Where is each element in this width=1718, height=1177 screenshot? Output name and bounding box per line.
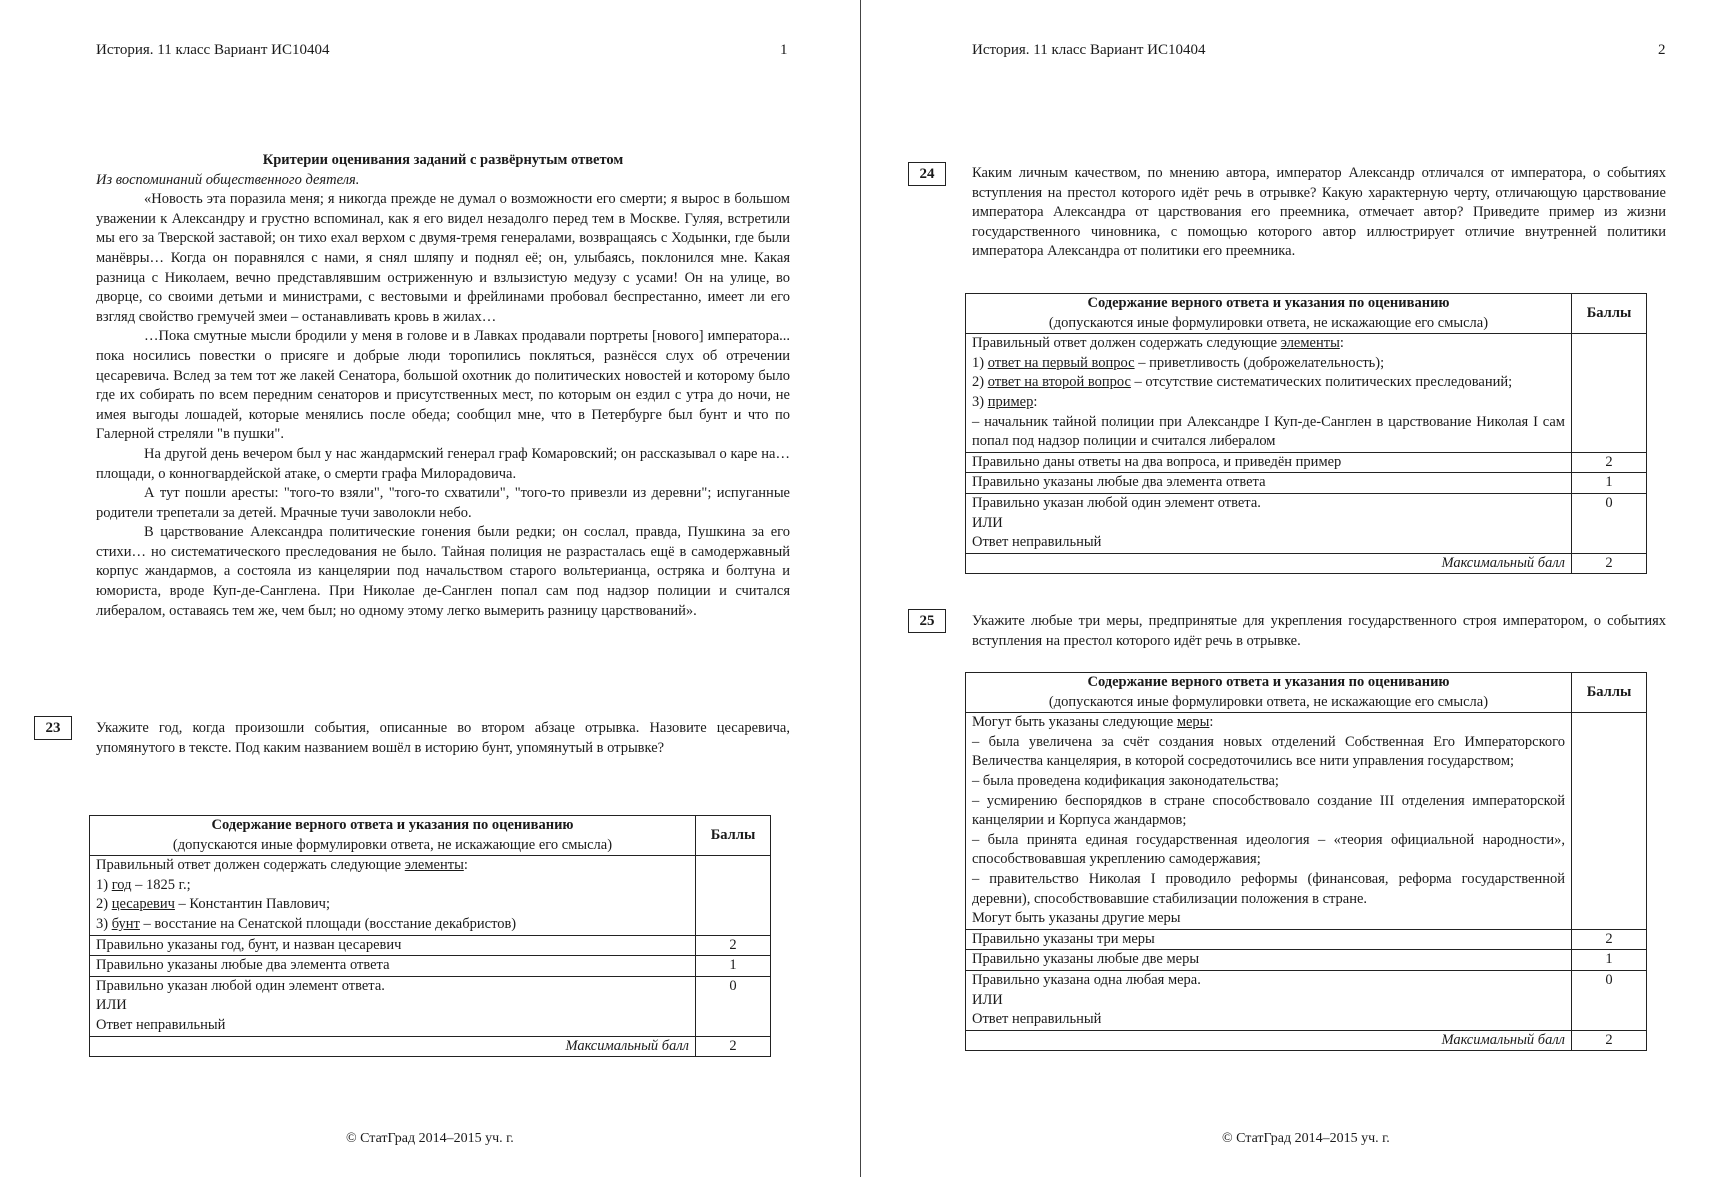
source-paragraph: А тут пошли аресты: "того-то взяли", "того-то схватили", "того-то привезли из деревни"; испуганные родители трепетали за детей. Мрачные тучи заволокли небо. xyxy=(96,485,790,521)
answer-content-cell: Могут быть указаны следующие меры: – была увеличена за счёт создания новых отделений Собственная Его Императорского Величества канцелярия, в которой сосредоточились все нити управления государством; – была проведена кодификация законодательства; – усмирению беспорядков в стране способствовало создание III отделения императорской канцелярии и Корпуса жандармов; – была принята единая государственная идеология – «теория официальной народности», способствовавшая укреплению самодержавия; – правительство Николая I проводило реформы (финансовая, реформа государственной деревни), способствовавшие стабилизации положения в стране. Могут быть указаны другие меры xyxy=(966,713,1572,930)
criteria-table-q23 xyxy=(89,815,771,1057)
source-attribution: Из воспоминаний общественного деятеля. xyxy=(96,171,360,188)
answer-content-cell: Правильный ответ должен содержать следующие элементы: 1) ответ на первый вопрос – приветливость (доброжелательность); 2) ответ на второй вопрос – отсутствие систематических политических преследований; 3) пример: – начальник тайной полиции при Александре I Куп-де-Санглен в царствование Николая I сам попал под надзор полиции и считался либералом xyxy=(966,334,1572,453)
question-text: Каким личным качеством, по мнению автора, император Александр отличался от императора, о событиях вступления на престол которого идёт речь в отрывке? Какую характерную черту, отличающую царствование императора Александра от царствования его преемника, отмечает автор? Приведите пример из жизни государственного чиновника, с помощью которого автор иллюстрирует отличие внутренней политики императора Александра от политики его преемника. xyxy=(972,165,1666,260)
points-header: Баллы xyxy=(696,816,771,856)
answer-content-cell: Правильный ответ должен содержать следующие элементы: 1) год – 1825 г.; 2) цесаревич – Константин Павлович; 3) бунт – восстание на Сенатской площади (восстание декабристов) xyxy=(90,856,696,935)
table-row: Правильно указаны любые два элемента ответа 1 xyxy=(90,956,771,977)
page-footer: © СтатГрад 2014–2015 уч. г. xyxy=(1222,1131,1390,1146)
page-header-title: История. 11 класс Вариант ИС10404 xyxy=(96,42,330,58)
page-number: 2 xyxy=(1658,42,1666,58)
table-row: Правильно указана одна любая мера. ИЛИ Ответ неправильный 0 xyxy=(966,970,1647,1030)
page-divider xyxy=(860,0,861,1177)
page-2 xyxy=(862,0,1718,1177)
max-score-row: Максимальный балл 2 xyxy=(966,553,1647,574)
points-header: Баллы xyxy=(1572,673,1647,713)
question-number-box: 25 xyxy=(908,609,946,633)
source-paragraph: …Пока смутные мысли бродили у меня в голове и в Лавках продавали портреты [нового] императора... пока носились повестки о присяге и добрые люди торопились покляться, разнёсся слух об отречении цесаревича. Вслед за тем тот же лакей Сенатора, большой охотник до политических новостей и которому было где их собирать по всем передним сенаторов и присутственных мест, по которым он ездил с утра до ночи, не имея выгоды лошадей, которые менялись после обеда; сообщил мне, что в Петербурге был бунт и что по Галерной стреляли "в пушки". xyxy=(96,328,790,443)
criteria-table-q24 xyxy=(965,293,1647,574)
page-header-title: История. 11 класс Вариант ИС10404 xyxy=(972,42,1206,58)
question-number-box: 23 xyxy=(34,716,72,740)
answer-content-row xyxy=(966,713,1647,930)
table-row: Правильно указан любой один элемент ответа. ИЛИ Ответ неправильный 0 xyxy=(966,493,1647,553)
table-row: Правильно указаны любые две меры 1 xyxy=(966,950,1647,971)
criteria-table-q25 xyxy=(965,672,1647,1051)
max-score-row: Максимальный балл 2 xyxy=(90,1036,771,1057)
points-header: Баллы xyxy=(1572,294,1647,334)
source-paragraph: «Новость эта поразила меня; я никогда прежде не думал о возможности его смерти; я вырос в большом уважении к Александру и грустно вспоминал, как я его видел незадолго перед тем в Москве. Гуляя, встретили мы его за Тверской заставой; он тихо ехал верхом с двумя-тремя генералами, возвращаясь с Ходынки, где были манёвры… Когда он поравнялся с нами, я снял шляпу и поднял её; он, улыбаясь, поклонился мне. Какая разница с Николаем, вечно представлявшим остриженную и взлызистую медузу с усами! Он на улице, во дворце, со своими детьми и министрами, с вестовыми и фрейлинами пробовал беспрестанно, имеет ли его взгляд свойство гремучей змеи – останавливать кровь в жилах… xyxy=(96,191,790,325)
source-paragraph: На другой день вечером был у нас жандармский генерал граф Комаровский; он рассказывал о каре на… площади, о конногвардейской атаке, о смерти графа Милорадовича. xyxy=(96,445,790,482)
table-row: Правильно указаны три меры 2 xyxy=(966,929,1647,950)
page-footer: © СтатГрад 2014–2015 уч. г. xyxy=(346,1131,514,1146)
table-header-cell: Содержание верного ответа и указания по оцениванию (допускаются иные формулировки ответа, не искажающие его смысла) xyxy=(966,294,1572,334)
table-header-row xyxy=(90,816,771,856)
table-header-row xyxy=(966,294,1647,334)
table-header-cell: Содержание верного ответа и указания по оцениванию (допускаются иные формулировки ответа, не искажающие его смысла) xyxy=(90,816,696,856)
question-text: Укажите любые три меры, предпринятые для укрепления государственного строя императором, о событиях вступления на престол которого идёт речь в отрывке. xyxy=(972,613,1666,649)
source-paragraph: В царствование Александра политические гонения были редки; он сослал, правда, Пушкина за его стихи… но систематического преследования не было. Тайная полиция не разрасталась ещё в самодержавный корпус жандармов, а состояла из канцелярии под начальством старого вольтерианца, остряка и болтуна и юмориста, вроде Куп-де-Санглена. При Николае де-Санглен попал сам под надзор полиции и считался либералом, оставаясь тем же, чем был; но одному этому легко вымерить разницу царствований». xyxy=(96,524,790,619)
page-number: 1 xyxy=(780,42,788,58)
table-header-row xyxy=(966,673,1647,713)
source-text-block xyxy=(96,151,790,621)
answer-content-row xyxy=(966,334,1647,453)
question-number-box: 24 xyxy=(908,162,946,186)
question-text: Укажите год, когда произошли события, описанные во втором абзаце отрывка. Назовите цесаревича, упомянутого в тексте. Под каким названием вошёл в историю бунт, упомянутый в отрывке? xyxy=(96,720,790,756)
document-title: Критерии оценивания заданий с развёрнутым ответом xyxy=(262,152,624,168)
table-header-cell: Содержание верного ответа и указания по оцениванию (допускаются иные формулировки ответа, не искажающие его смысла) xyxy=(966,673,1572,713)
table-row: Правильно даны ответы на два вопроса, и приведён пример 2 xyxy=(966,452,1647,473)
answer-content-row xyxy=(90,856,771,935)
max-score-row: Максимальный балл 2 xyxy=(966,1030,1647,1051)
table-row: Правильно указаны любые два элемента ответа 1 xyxy=(966,473,1647,494)
table-row: Правильно указан любой один элемент ответа. ИЛИ Ответ неправильный 0 xyxy=(90,976,771,1036)
table-row: Правильно указаны год, бунт, и назван цесаревич 2 xyxy=(90,935,771,956)
